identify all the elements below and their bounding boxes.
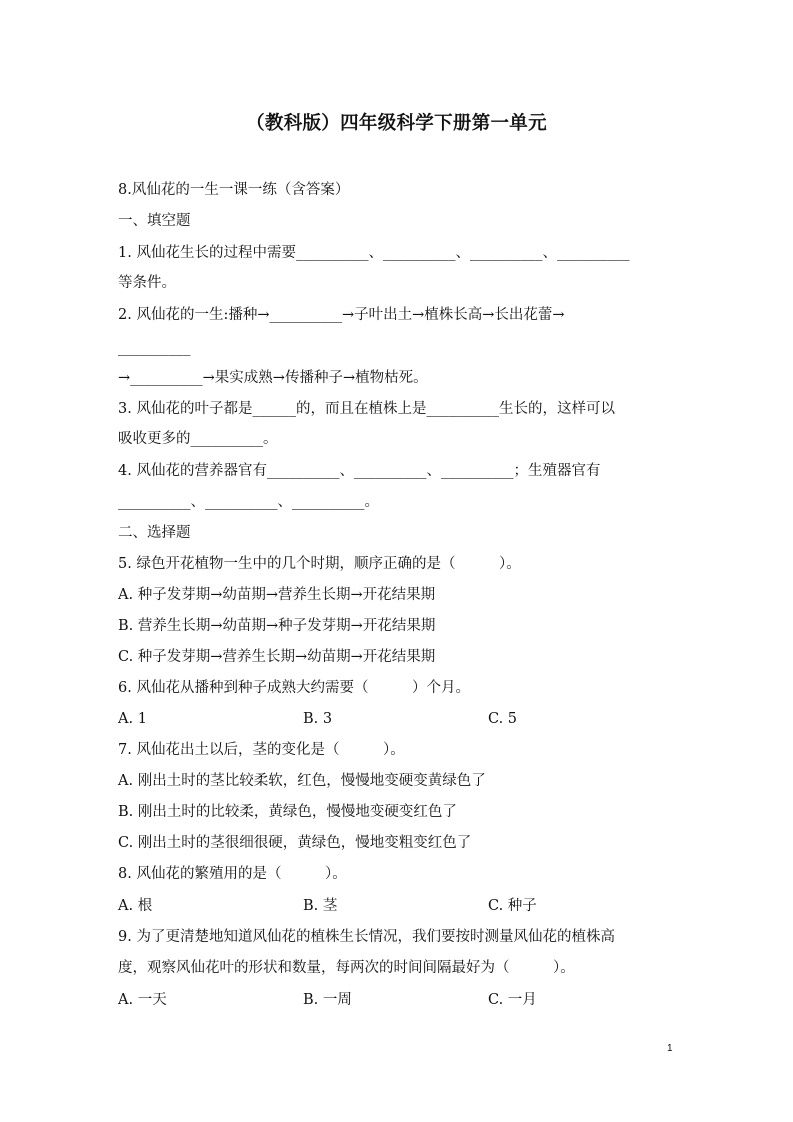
question-6-option-c: C. 5	[488, 711, 518, 727]
question-3-line-1: 3. 风仙花的叶子都是______的，而且在植株上是__________生长的，这样可以	[118, 401, 615, 417]
question-7-option-c: C. 刚出土时的茎很细很硬，黄绿色，慢地变粗变红色了	[118, 835, 472, 851]
question-2-line-1: 2. 风仙花的一生:播种→__________→子叶出土→植株长高→长出花蕾→	[118, 307, 565, 323]
question-6-option-b: B. 3	[303, 711, 333, 727]
question-5: 5. 绿色开花植物一生中的几个时期，顺序正确的是（ ）。	[118, 556, 521, 572]
question-1-line-2: 等条件。	[118, 275, 176, 291]
question-9-option-b: B. 一周	[303, 992, 352, 1008]
page-number: 1	[667, 1043, 673, 1054]
question-8-option-b: B. 茎	[303, 898, 338, 914]
question-8-option-a: A. 根	[118, 898, 153, 914]
question-5-option-b: B. 营养生长期→幼苗期→种子发芽期→开花结果期	[118, 618, 436, 634]
question-5-option-c: C. 种子发芽期→营养生长期→幼苗期→开花结果期	[118, 649, 436, 665]
question-5-option-a: A. 种子发芽期→幼苗期→营养生长期→开花结果期	[118, 587, 436, 603]
section-fill-in: 一、填空题	[118, 213, 191, 229]
question-7-option-a: A. 刚出土时的茎比较柔软，红色，慢慢地变硬变黄绿色了	[118, 773, 486, 789]
question-9-line-2: 度，观察风仙花叶的形状和数量，每两次的时间间隔最好为（ ）。	[118, 960, 575, 976]
question-8-option-c: C. 种子	[488, 898, 537, 914]
question-2-line-3: →__________→果实成熟→传播种子→植物枯死。	[118, 370, 428, 386]
question-9-line-1: 9. 为了更清楚地知道风仙花的植株生长情况，我们要按时测量风仙花的植株高	[118, 929, 615, 945]
question-4-line-1: 4. 风仙花的营养器官有__________、__________、__________；生殖器官有	[118, 463, 601, 479]
question-6: 6. 风仙花从播种到种子成熟大约需要（ ）个月。	[118, 680, 470, 696]
question-6-option-a: A. 1	[118, 711, 147, 727]
question-8: 8. 风仙花的繁殖用的是（ ）。	[118, 866, 347, 882]
question-1-line-1: 1. 风仙花生长的过程中需要__________、__________、__________、__________	[118, 245, 630, 261]
question-4-line-2: __________、__________、__________。	[118, 494, 379, 510]
subtitle: 8.风仙花的一生一课一练（含答案）	[118, 182, 350, 198]
section-multiple-choice: 二、选择题	[118, 525, 191, 541]
question-9-option-a: A. 一天	[118, 992, 167, 1008]
question-9-option-c: C. 一月	[488, 992, 537, 1008]
question-3-line-2: 吸收更多的__________。	[118, 431, 278, 447]
question-2-line-2: __________	[118, 340, 191, 356]
question-7-option-b: B. 刚出土时的比较柔，黄绿色，慢慢地变硬变红色了	[118, 804, 457, 820]
question-7: 7. 风仙花出土以后，茎的变化是（ ）。	[118, 742, 405, 758]
document-title: （教科版）四年级科学下册第一单元	[246, 113, 547, 134]
